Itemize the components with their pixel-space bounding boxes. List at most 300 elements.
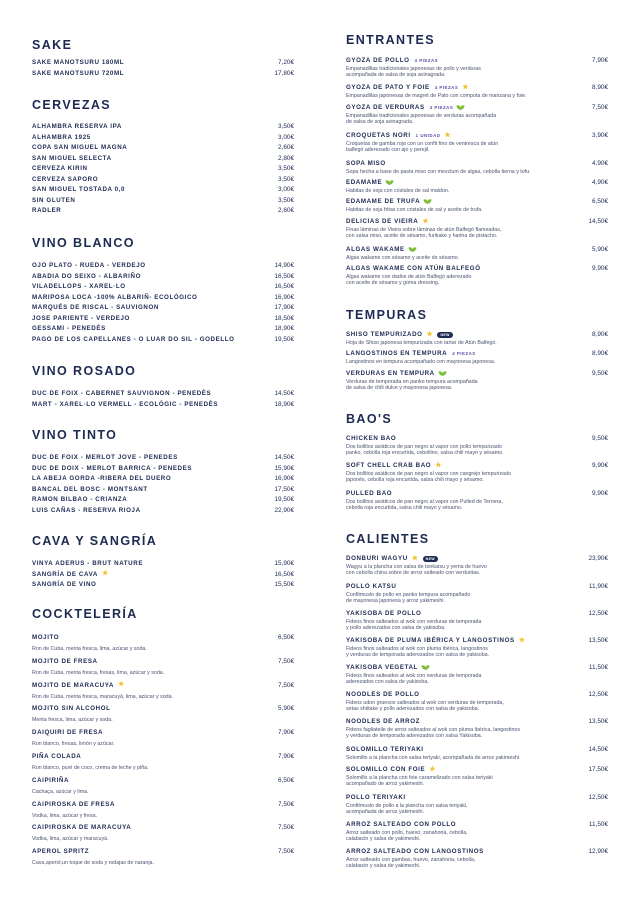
menu-item-name-text: SAN MIGUEL SELECTA [32,154,112,162]
menu-item-cervezas [32,123,294,130]
menu-item-row [32,705,294,712]
menu-item-description: Cachaça, azúcar y lima. [32,788,89,795]
menu-item-name-text: SANGRÍA DE CAVA [32,570,98,578]
menu-item-row [346,848,608,855]
menu-item-description: Dos bollitos asiáticos de pan negro al vapor con cangrejo tempurizado japonés, cebolla roja encurtida, salsa chili mayo y sésamo. [346,471,511,484]
menu-item-name-text: DUC DE FOIX - CABERNET SAUVIGNON - PENEDÈS [32,390,212,397]
menu-item-row [32,197,294,204]
menu-item-price: 16,90€ [274,293,294,301]
vegetarian-leaf-icon [422,665,429,670]
menu-item-description: Finas láminas de Vieira sobre láminas de atún Balfegó flameadas, con salsa miso, aceite de sésamo, furikake y harina de pistacho. [346,227,502,240]
portion-tag: 4 PIEZAS [434,85,459,90]
menu-item-vino_tinto [32,465,294,472]
menu-item-name [346,198,431,205]
menu-item-name-text: OJO PLATO - RUEDA - VERDEJO [32,262,146,269]
menu-item-name [32,283,126,290]
menu-item-name [346,794,406,801]
menu-item-row [346,435,608,442]
menu-item-name [32,475,171,482]
menu-item-name-text: RAMON BILBAO - CRIANZA [32,496,128,503]
menu-item-name-text: SIN GLUTEN [32,196,76,204]
menu-item-name-text: ALHAMBRA RESERVA IPA [32,123,122,130]
menu-item-name-text: EDAMAME [346,179,383,186]
menu-item-baos [346,490,608,512]
menu-item-cervezas [32,155,294,162]
menu-item-name-text: ALGAS WAKAME CON ATÚN BALFEGÓ [346,265,481,272]
menu-item-name [32,134,91,141]
menu-item-name [32,144,127,151]
menu-item-name-text: SAN MIGUEL TOSTADA 0,0 [32,186,126,193]
menu-item-name [32,777,69,784]
menu-item-row [346,160,608,167]
menu-item-name [346,718,420,725]
menu-item-cervezas [32,134,294,141]
star-icon: ★ [426,330,434,338]
menu-item-price: 3,00€ [278,186,294,193]
menu-item-name-text: YAKISOBA DE POLLO [346,610,422,617]
section-title-cocteleria: COCKTELERÍA [32,607,138,621]
menu-item-description: Confitmuslo de pollo a la plancha con salsa teriyaki, acompañada de arroz yakimeshi. [346,803,468,816]
menu-item-row [32,581,294,588]
menu-item-name [346,179,393,186]
vegetarian-leaf-icon [457,105,464,110]
menu-item-row [32,123,294,130]
vegetarian-leaf-icon [409,247,416,252]
menu-item-name-text: NOODLES DE ARROZ [346,718,420,725]
menu-item-row [346,265,608,272]
menu-item-calientes [346,637,608,659]
menu-item-name-text: LA ABEJA GORDA -RIBERA DEL DUERO [32,475,172,482]
menu-item-description: Hoja de Shiso japonesa tempurizada con tartar de Atún Balfegó. [346,340,497,346]
menu-item-price: 11,50€ [588,821,608,828]
menu-item-name-text: DONBURI WAGYU [346,555,408,562]
menu-item-row [32,507,294,514]
menu-item-vino_tinto [32,507,294,514]
menu-item-price: 7,50€ [278,800,294,808]
menu-item-entrantes [346,104,608,126]
menu-item-name-text: CAIPIRIÑA [32,776,70,784]
menu-item-calientes [346,664,608,686]
menu-item-name [32,682,125,689]
star-icon: ★ [518,636,526,644]
menu-item-row [32,824,294,831]
menu-item-name-text: DUC DE FOIX - MERLOT JOVE - PENEDES [32,454,178,461]
menu-item-entrantes [346,57,608,79]
menu-item-name [346,265,481,272]
menu-item-cocteleria [32,658,294,676]
menu-item-price: 18,90€ [274,325,294,332]
menu-item-price: 6,50€ [592,198,608,205]
menu-item-price: 9,90€ [592,265,608,272]
section-title-sake: SAKE [32,38,73,52]
menu-item-name-text: MOJITO [32,634,60,641]
menu-item-price: 23,90€ [588,555,608,562]
menu-item-price: 12,90€ [588,848,608,855]
menu-item-vino_blanco [32,262,294,269]
menu-item-cava [32,560,294,567]
menu-item-name [32,70,124,77]
menu-item-row [346,246,608,253]
menu-item-description: Verduras de temporada en panko tempura acompañada de salsa de chili dulce y mayonesa japonesa. [346,379,478,392]
menu-item-row [32,729,294,736]
menu-item-name-text: POLLO TERIYAKI [346,794,406,801]
menu-item-name [32,294,197,301]
menu-item-calientes [346,746,608,761]
menu-item-cocteleria [32,682,294,700]
menu-item-entrantes [346,132,608,154]
menu-item-name [32,753,81,760]
menu-item-description: Vodka, lima, azúcar y maracuyá. [32,836,109,843]
menu-item-name-text: COPA SAN MIGUEL MAGNA [32,144,128,151]
menu-item-name-text: SOLOMILLO CON FOIE [346,766,426,773]
menu-item-name-text: SAKE MANOTSURU 180ML [32,59,125,66]
menu-item-name [346,104,464,111]
menu-item-price: 3,50€ [278,123,294,130]
menu-item-name [32,581,96,588]
section-title-vino_tinto: VINO TINTO [32,428,118,442]
menu-item-description: Fideos finos salteados al wok con pluma ibérica, langostinos y verduras de temporada aderezados con salsa de yakisoba. [346,646,490,659]
menu-item-cocteleria [32,753,294,771]
menu-item-row [32,401,294,408]
menu-item-price: 19,50€ [274,335,294,343]
menu-item-name [32,325,106,332]
vegetarian-leaf-icon [439,371,446,376]
menu-item-price: 14,50€ [588,746,608,753]
menu-item-vino_tinto [32,454,294,461]
menu-item-row [346,794,608,801]
menu-item-name-text: GYOZA DE VERDURAS [346,104,425,111]
menu-item-description: Ron de Cuba, menta fresca, lima, azúcar y soda. [32,646,147,652]
menu-item-name [32,507,141,514]
menu-item-entrantes [346,265,608,287]
menu-item-name-text: PULLED BAO [346,490,393,497]
menu-item-description: Wagyu a la plancha con salsa de tonkatsu y yema de huevo con cebolla china sobre de arroz salteado con verduritas. [346,564,487,577]
menu-item-price: 2,60€ [278,207,294,214]
menu-item-name [32,304,159,311]
menu-item-description: Ron de Cuba, menta fresca, maracuyá, lima, azúcar y soda. [32,693,174,700]
menu-item-price: 16,90€ [274,475,294,482]
menu-item-name [346,435,396,442]
menu-item-vino_blanco [32,283,294,290]
menu-item-calientes [346,821,608,843]
menu-item-price: 8,90€ [592,84,608,91]
menu-item-calientes [346,691,608,713]
menu-item-description: Fideos fagliatelle de arroz salteados al wok con pluma ibérica, langostinos y verduras de temporada aderezados con salsa Yakisoba. [346,727,521,740]
menu-item-description: Empanadillas japonesas de magret de Pato con compota de manzana y foie. [346,93,527,99]
menu-item-row [346,583,608,590]
menu-item-tempuras [346,350,608,365]
menu-item-name-text: SOPA MISO [346,160,386,167]
menu-item-description: Solomillo a la plancha con foie caramelizado con salsa teriyaki acompañado de arroz yakimeshi. [346,775,493,788]
menu-item-row [32,486,294,493]
menu-item-price: 14,50€ [274,454,294,461]
star-icon: ★ [429,765,437,773]
menu-item-name [346,370,446,377]
menu-item-row [346,218,608,225]
menu-item-row [32,207,294,214]
star-icon: ★ [422,217,430,225]
menu-item-description: Cava,aperol,un toque de soda y rodajas de naranja. [32,860,154,867]
menu-item-name-text: LUIS CAÑAS - RESERVA RIOJA [32,506,141,514]
menu-item-cocteleria [32,705,294,723]
menu-item-description: Fideos udon gruesos salteados al wok con verduras de temporada, setas shiitake y pollo aderezados con salsa de yakisoba. [346,700,504,713]
menu-item-name [32,465,192,472]
menu-item-name-text: LANGOSTINOS EN TEMPURA [346,350,448,357]
menu-item-row [32,336,294,343]
menu-item-description: Dos bollitos asiáticos de pan negro al vapor con pollo tempurizado panko, cebolla roja encurtida, cebollino, salsa chili mayo y sésamo. [346,444,504,457]
menu-item-cocteleria [32,824,294,842]
menu-item-name-text: SOFT CHELL CRAB BAO [346,462,432,469]
menu-item-sake [32,59,294,66]
menu-item-name-text: CERVEZA SAPORO [32,175,99,183]
menu-item-price: 17,90€ [274,304,294,311]
menu-item-row [346,490,608,497]
menu-item-name [346,84,469,91]
menu-item-name-text: YAKISOBA VEGETAL [346,664,418,671]
menu-item-row [32,658,294,665]
menu-item-name-text: NOODLES DE POLLO [346,691,420,698]
menu-item-description: Solomillo a la plancha con salsa teriyaki, acompañada de arroz yakimeshi. [346,755,521,761]
menu-item-row [32,70,294,77]
menu-item-vino_rosado [32,401,294,408]
menu-item-name [32,336,235,343]
menu-item-description: Sopa hecha a base de pasta miso con mezclum de algas, cebolla tierna y tofu. [346,169,531,175]
menu-item-name-text: APEROL SPRITZ [32,848,90,856]
section-title-entrantes: ENTRANTES [346,33,435,47]
menu-item-name [32,729,103,736]
menu-item-name [346,555,438,562]
menu-item-row [346,746,608,753]
menu-item-row [346,664,608,671]
menu-item-calientes [346,848,608,870]
menu-item-price: 11,50€ [588,664,608,671]
menu-item-cocteleria [32,848,294,866]
menu-item-name [32,197,75,204]
menu-item-cocteleria [32,729,294,747]
menu-item-row [32,634,294,641]
menu-item-price: 15,90€ [274,464,294,472]
menu-item-entrantes [346,246,608,261]
menu-item-price: 16,50€ [274,570,294,578]
menu-item-price: 6,50€ [278,776,294,784]
menu-item-description: Vodka, lima, azúcar y fresa. [32,812,98,819]
menu-item-description: Fideos finos salteados al wok con verduras de temporada y pollo aderezados con salsa de yakisoba. [346,619,482,632]
new-badge-icon: NEW [437,332,452,338]
menu-item-name [346,766,436,773]
menu-item-name [32,176,98,183]
menu-item-vino_blanco [32,315,294,322]
menu-item-price: 14,50€ [588,218,608,225]
menu-item-row [32,59,294,66]
menu-item-cava [32,581,294,588]
menu-item-name [32,59,124,66]
menu-item-row [346,555,608,562]
menu-item-row [346,331,608,338]
menu-item-tempuras [346,370,608,392]
menu-item-price: 5,90€ [278,705,294,713]
menu-item-cervezas [32,144,294,151]
menu-item-price: 2,60€ [278,144,294,151]
menu-item-price: 7,50€ [278,657,294,665]
menu-item-entrantes [346,198,608,213]
star-icon: ★ [462,83,470,91]
menu-item-description: Croquetas de gamba roja con un confit fino de ventresca de atún balfegó aderezado con ajo y perejil. [346,141,499,154]
menu-item-row [32,390,294,397]
menu-item-row [32,682,294,689]
menu-item-row [32,496,294,503]
menu-item-vino_blanco [32,336,294,343]
menu-item-price: 13,50€ [588,718,608,725]
menu-item-row [32,325,294,332]
menu-item-description: Dos bollitos asiáticos de pan negro al vapor con Pulled de Ternera, cebolla roja encurtida, salsa chili mayo y sésamo. [346,499,503,512]
menu-item-row [346,821,608,828]
menu-item-price: 16,50€ [274,272,294,280]
menu-item-description: Empanadillas tradicionales japonesas de verduras acompañada de salsa de soja avinagrada. [346,113,497,126]
menu-item-row [32,134,294,141]
menu-item-row [32,848,294,855]
menu-item-calientes [346,583,608,605]
menu-item-description: Algas wakame con sésamo y aceite de sésamo. [346,255,460,261]
menu-item-name-text: ARROZ SALTEADO CON LANGOSTINOS [346,848,484,855]
menu-item-name-text: BANCAL DEL BOSC - MONTSANT [32,485,148,493]
menu-item-row [32,283,294,290]
menu-item-name [32,273,141,280]
menu-item-name-text: CERVEZA KIRIN [32,165,88,172]
menu-item-description: Ron blanco, fresas, limón y azúcar. [32,741,115,748]
section-title-vino_rosado: VINO ROSADO [32,364,137,378]
menu-item-tempuras [346,331,608,346]
menu-item-cervezas [32,197,294,204]
menu-item-name-text: MOJITO SIN ALCOHOL [32,705,111,713]
menu-item-description: Ron blanco, puré de coco, crema de leche y piña. [32,765,149,771]
menu-item-description: Ron de Cuba, menta fresca, fresas, lima, azúcar y soda. [32,669,165,676]
menu-item-name-text: GYOZA DE POLLO [346,57,410,64]
menu-item-name-text: DUC DE DOIX - MERLOT BARRICA - PENEDES [32,464,193,472]
menu-item-name [346,610,421,617]
menu-item-name [32,801,115,808]
menu-item-price: 3,50€ [278,196,294,204]
menu-item-price: 18,50€ [274,314,294,322]
menu-item-baos [346,462,608,484]
menu-item-price: 9,50€ [592,370,608,377]
menu-item-name-text: RADLER [32,207,62,214]
menu-item-row [346,132,608,139]
menu-item-calientes [346,718,608,740]
menu-item-name-text: CAIPIROSKA DE MARACUYA [32,824,132,832]
menu-item-calientes [346,555,608,577]
star-icon: ★ [411,554,419,562]
menu-item-price: 15,90€ [274,560,294,567]
menu-item-cocteleria [32,801,294,819]
menu-item-row [346,462,608,469]
menu-item-calientes [346,794,608,816]
section-title-cervezas: CERVEZAS [32,98,112,112]
menu-item-row [32,304,294,311]
menu-item-row [32,262,294,269]
section-title-vino_blanco: VINO BLANCO [32,236,135,250]
menu-item-entrantes [346,179,608,194]
menu-item-row [346,610,608,617]
menu-item-name [346,132,451,139]
menu-item-row [32,315,294,322]
menu-item-sake [32,70,294,77]
menu-item-name [32,390,211,397]
menu-item-vino_tinto [32,496,294,503]
menu-item-name-text: ARROZ SALTEADO CON POLLO [346,821,457,828]
menu-item-name [32,658,98,665]
portion-tag: 4 PIEZAS [429,105,454,110]
menu-item-row [346,691,608,698]
menu-item-name [32,155,112,162]
menu-item-price: 9,90€ [592,462,608,469]
menu-item-price: 7,20€ [278,59,294,66]
menu-item-description: Habitas de soja con cristales de sal maldon. [346,188,450,194]
menu-item-price: 17,50€ [274,485,294,493]
menu-item-price: 7,90€ [278,753,294,760]
menu-item-price: 9,90€ [592,490,608,497]
menu-item-description: Langostinos en tempura acompañado con mayonesa japonesa. [346,359,496,365]
menu-item-price: 3,50€ [278,175,294,183]
menu-item-name-text: SANGRÍA DE VINO [32,581,97,588]
menu-item-name-text: PIÑA COLADA [32,753,82,760]
menu-item-cocteleria [32,634,294,652]
menu-item-name [346,664,429,671]
menu-item-name-text: ALGAS WAKAME [346,246,405,253]
menu-item-name [32,560,143,567]
menu-item-name-text: VILADELLOPS - XAREL·LO [32,283,126,290]
menu-item-price: 7,90€ [592,57,608,64]
menu-item-baos [346,435,608,457]
menu-item-name [346,218,429,225]
vegetarian-leaf-icon [424,199,431,204]
menu-item-cervezas [32,207,294,214]
menu-item-name-text: MARQUÉS DE RISCAL - SAUVIGNON [32,304,159,311]
menu-item-calientes [346,610,608,632]
menu-item-row [346,766,608,773]
menu-item-name-text: CAIPIROSKA DE FRESA [32,800,116,808]
menu-item-vino_tinto [32,486,294,493]
menu-item-description: Algas wakame con dados de atún Balfegó aderezado con aceite de sésamo y goma dressing. [346,274,472,287]
star-icon: ★ [101,570,109,577]
menu-item-name [346,637,526,644]
menu-item-price: 7,90€ [278,729,294,737]
vegetarian-leaf-icon [386,180,393,185]
menu-item-price: 17,50€ [588,766,608,773]
menu-item-cervezas [32,165,294,172]
menu-item-row [32,753,294,760]
menu-item-row [32,186,294,193]
menu-item-name [346,821,456,828]
menu-item-description: Menta fresca, lima, azúcar y soda. [32,717,113,724]
menu-item-row [32,571,294,578]
menu-item-name [32,705,111,712]
portion-tag: 4 PIEZAS [452,351,476,356]
menu-item-entrantes [346,84,608,99]
menu-item-name [32,186,125,193]
menu-item-price: 7,50€ [278,824,294,832]
menu-item-row [346,84,608,91]
menu-item-name [32,848,89,855]
menu-item-name-text: POLLO KATSU [346,583,397,590]
menu-item-price: 3,90€ [592,132,608,139]
menu-item-description: Habitas de soja fritas con cristales de sal y aceite de trufa. [346,207,483,213]
menu-item-price: 8,90€ [592,331,608,338]
menu-item-price: 13,50€ [588,637,608,644]
menu-item-vino_blanco [32,304,294,311]
section-title-baos: BAO'S [346,412,393,426]
menu-item-name-text: GYOZA DE PATO Y FOIE [346,84,430,91]
menu-item-name-text: MART - XAREL·LO VERMELL - ECOLÓGIC - PENEDÈS [32,401,219,408]
